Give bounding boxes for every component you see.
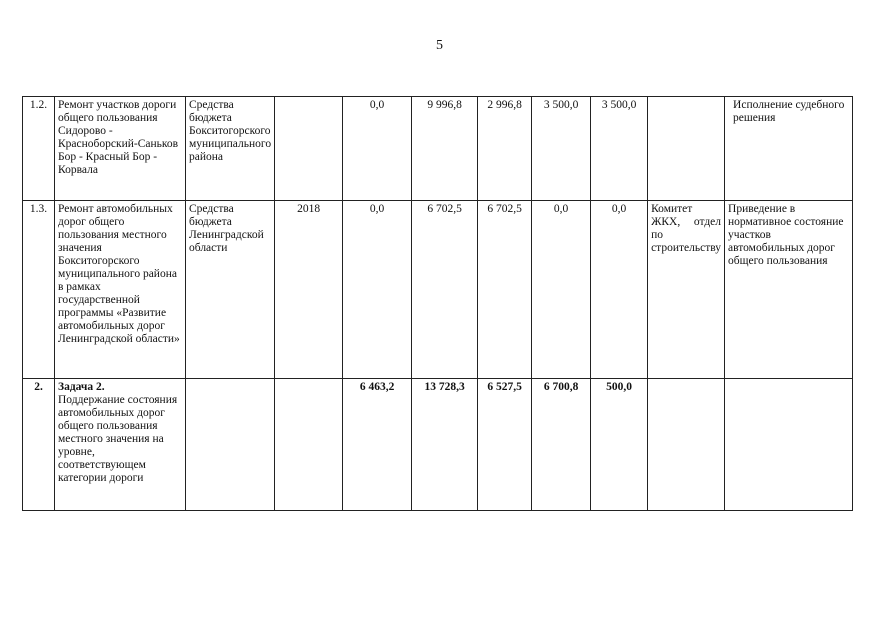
funding-source — [186, 379, 275, 511]
value-cell: 0,0 — [532, 201, 591, 379]
value-cell: 0,0 — [591, 201, 648, 379]
year-cell: 2018 — [275, 201, 343, 379]
page-number: 5 — [436, 38, 443, 53]
task-heading: Задача 2. — [58, 381, 105, 393]
value-cell: 0,0 — [343, 97, 412, 201]
row-number: 1.3. — [23, 201, 55, 379]
value-cell: 6 527,5 — [478, 379, 532, 511]
value-cell: 13 728,3 — [412, 379, 478, 511]
table-row — [23, 97, 853, 201]
value-cell: 3 500,0 — [591, 97, 648, 201]
measure-name: Ремонт автомобильных дорог общего пользования местного значения Бокситогорского муниципального района в рамках государственной программы «Развитие автомобильных дорог Ленинградской области» — [55, 201, 186, 379]
value-cell: 6 702,5 — [478, 201, 532, 379]
value-cell: 6 702,5 — [412, 201, 478, 379]
row-number: 1.2. — [23, 97, 55, 201]
value-cell: 6 700,8 — [532, 379, 591, 511]
measure-name: Ремонт участков дороги общего пользования Сидорово - Красноборский-Саньков Бор - Красный Бор - Корвала — [55, 97, 186, 201]
result-cell — [725, 379, 853, 511]
funding-source: Средства бюджета Ленинградской области — [186, 201, 275, 379]
value-cell: 3 500,0 — [532, 97, 591, 201]
task-description: Поддержание состояния автомобильных дорог общего пользования местного значения на уровне, соответствующем категории дороги — [58, 394, 178, 484]
year-cell — [275, 97, 343, 201]
table-row — [23, 201, 853, 379]
funding-source: Средства бюджета Бокситогорского муниципального района — [186, 97, 275, 201]
table-row — [23, 379, 853, 511]
executor-cell — [648, 97, 725, 201]
value-cell: 500,0 — [591, 379, 648, 511]
result-cell: Исполнение судебного решения — [725, 97, 853, 201]
value-cell: 0,0 — [343, 201, 412, 379]
result-cell: Приведение в нормативное состояние участков автомобильных дорог общего пользования — [725, 201, 853, 379]
value-cell: 2 996,8 — [478, 97, 532, 201]
value-cell: 6 463,2 — [343, 379, 412, 511]
row-number: 2. — [23, 379, 55, 511]
year-cell — [275, 379, 343, 511]
program-table — [22, 96, 853, 511]
measure-name — [55, 379, 186, 511]
executor-cell: Комитет ЖКХ, отдел по строительству — [648, 201, 725, 379]
executor-cell — [648, 379, 725, 511]
value-cell: 9 996,8 — [412, 97, 478, 201]
